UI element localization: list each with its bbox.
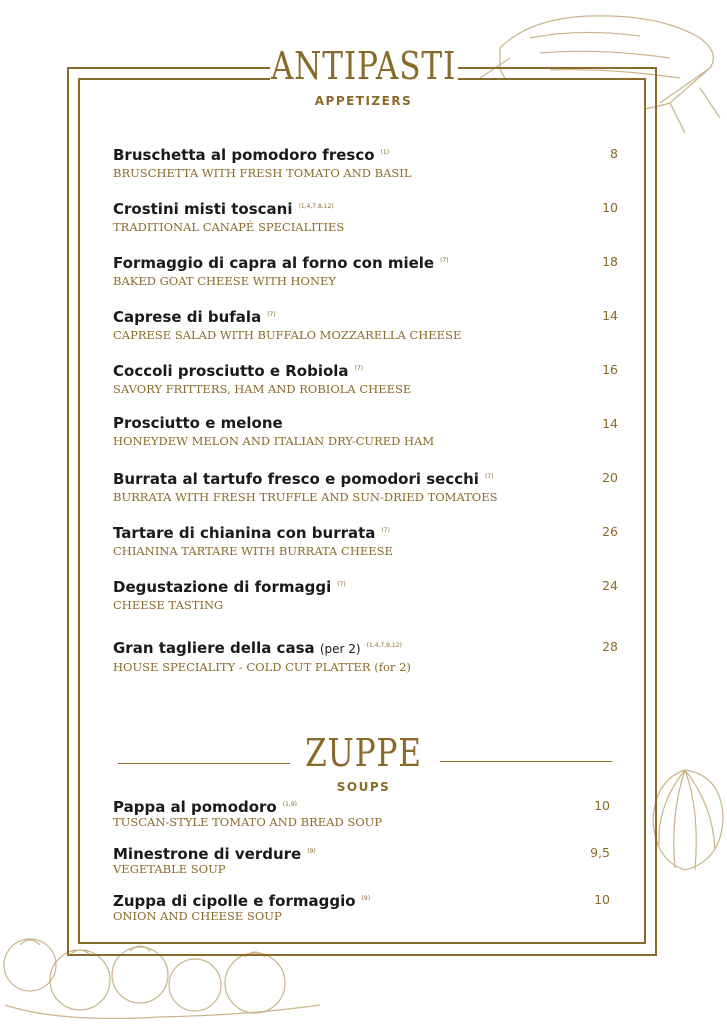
item-description: BURRATA WITH FRESH TRUFFLE AND SUN-DRIED TOMATOES [113,490,498,504]
menu-item [113,414,623,449]
item-price: 14 [602,308,618,323]
item-price: 10 [602,200,618,215]
item-name: Caprese di bufala $^{(7)}$ [113,308,276,326]
item-description: ONION AND CHEESE SOUP [113,909,282,923]
item-description: HONEYDEW MELON AND ITALIAN DRY-CURED HAM [113,434,435,448]
menu-item [113,890,623,924]
item-description: VEGETABLE SOUP [113,862,226,876]
item-price: 14 [602,416,618,431]
menu-item [113,522,623,559]
item-name: Pappa al pomodoro $^{(1,9)}$ [113,798,297,816]
item-name: Degustazione di formaggi $^{(7)}$ [113,578,346,596]
item-name: Gran tagliere della casa (per 2) $^{(1,4,7,9,12)}$ [113,639,402,657]
allergen-codes: (9) [307,848,316,855]
allergen-codes: (7) [337,581,346,588]
antipasti-title: ANTIPASTI [270,44,457,88]
menu-item [113,843,623,877]
item-description: BAKED GOAT CHEESE WITH HONEY [113,274,337,288]
item-price: 26 [602,524,618,539]
item-name: Tartare di chianina con burrata $^{(7)}$ [113,524,390,542]
zuppe-title: ZUPPE [305,731,422,775]
item-price: 20 [602,470,618,485]
allergen-codes: (1,4,7,9,12) [366,642,402,649]
menu-item [113,468,623,505]
item-price: 10 [594,798,610,813]
soups-subtitle: SOUPS [336,780,391,794]
menu-item [113,198,623,235]
item-price: 18 [602,254,618,269]
allergen-codes: (7) [440,257,449,264]
item-name: Minestrone di verdure $^{(9)}$ [113,845,316,863]
item-name: Formaggio di capra al forno con miele $^{(7)}$ [113,254,449,272]
item-description: BRUSCHETTA WITH FRESH TOMATO AND BASIL [113,166,412,180]
item-name: Coccoli prosciutto e Robiola $^{(7)}$ [113,362,364,380]
menu-item [113,252,623,289]
item-name: Prosciutto e melone [113,414,283,432]
item-description: CAPRESE SALAD WITH BUFFALO MOZZARELLA CHEESE [113,328,462,342]
allergen-codes: (1,4,7,8,12) [298,203,334,210]
menu-item [113,144,623,181]
item-price: 16 [602,362,618,377]
item-portion-note: (per 2) [319,642,361,656]
allergen-codes: (1,9) [282,801,297,808]
item-name: Zuppa di cipolle e formaggio $^{(9)}$ [113,892,371,910]
item-name: Burrata al tartufo fresco e pomodori secchi $^{(7)}$ [113,470,494,488]
item-price: 8 [610,146,618,161]
allergen-codes: (7) [484,473,494,480]
item-description: CHIANINA TARTARE WITH BURRATA CHEESE [113,544,393,558]
menu-item [113,796,623,830]
menu-item [113,576,623,613]
menu-item [113,637,623,675]
item-name: Bruschetta al pomodoro fresco $^{(1)}$ [113,146,390,164]
item-description: TRADITIONAL CANAPÉ SPECIALITIES [113,220,345,234]
allergen-codes: (9) [361,895,371,902]
item-description: SAVORY FRITTERS, HAM AND ROBIOLA CHEESE [113,382,412,396]
menu-item [113,360,623,397]
item-price: 9,5 [590,845,610,860]
item-price: 24 [602,578,618,593]
item-description: TUSCAN-STYLE TOMATO AND BREAD SOUP [113,815,383,829]
menu-item [113,306,623,343]
allergen-codes: (1) [380,149,390,156]
item-price: 10 [594,892,610,907]
item-name: Crostini misti toscani $^{(1,4,7,8,12)}$ [113,200,334,218]
allergen-codes: (7) [267,311,276,318]
item-description: CHEESE TASTING [113,598,224,612]
item-description: HOUSE SPECIALITY - COLD CUT PLATTER (for 2) [113,660,411,674]
item-price: 28 [602,639,618,654]
allergen-codes: (7) [381,527,390,534]
onion-illustration-icon [645,760,727,880]
appetizers-subtitle: APPETIZERS [314,94,413,108]
allergen-codes: (7) [354,365,364,372]
